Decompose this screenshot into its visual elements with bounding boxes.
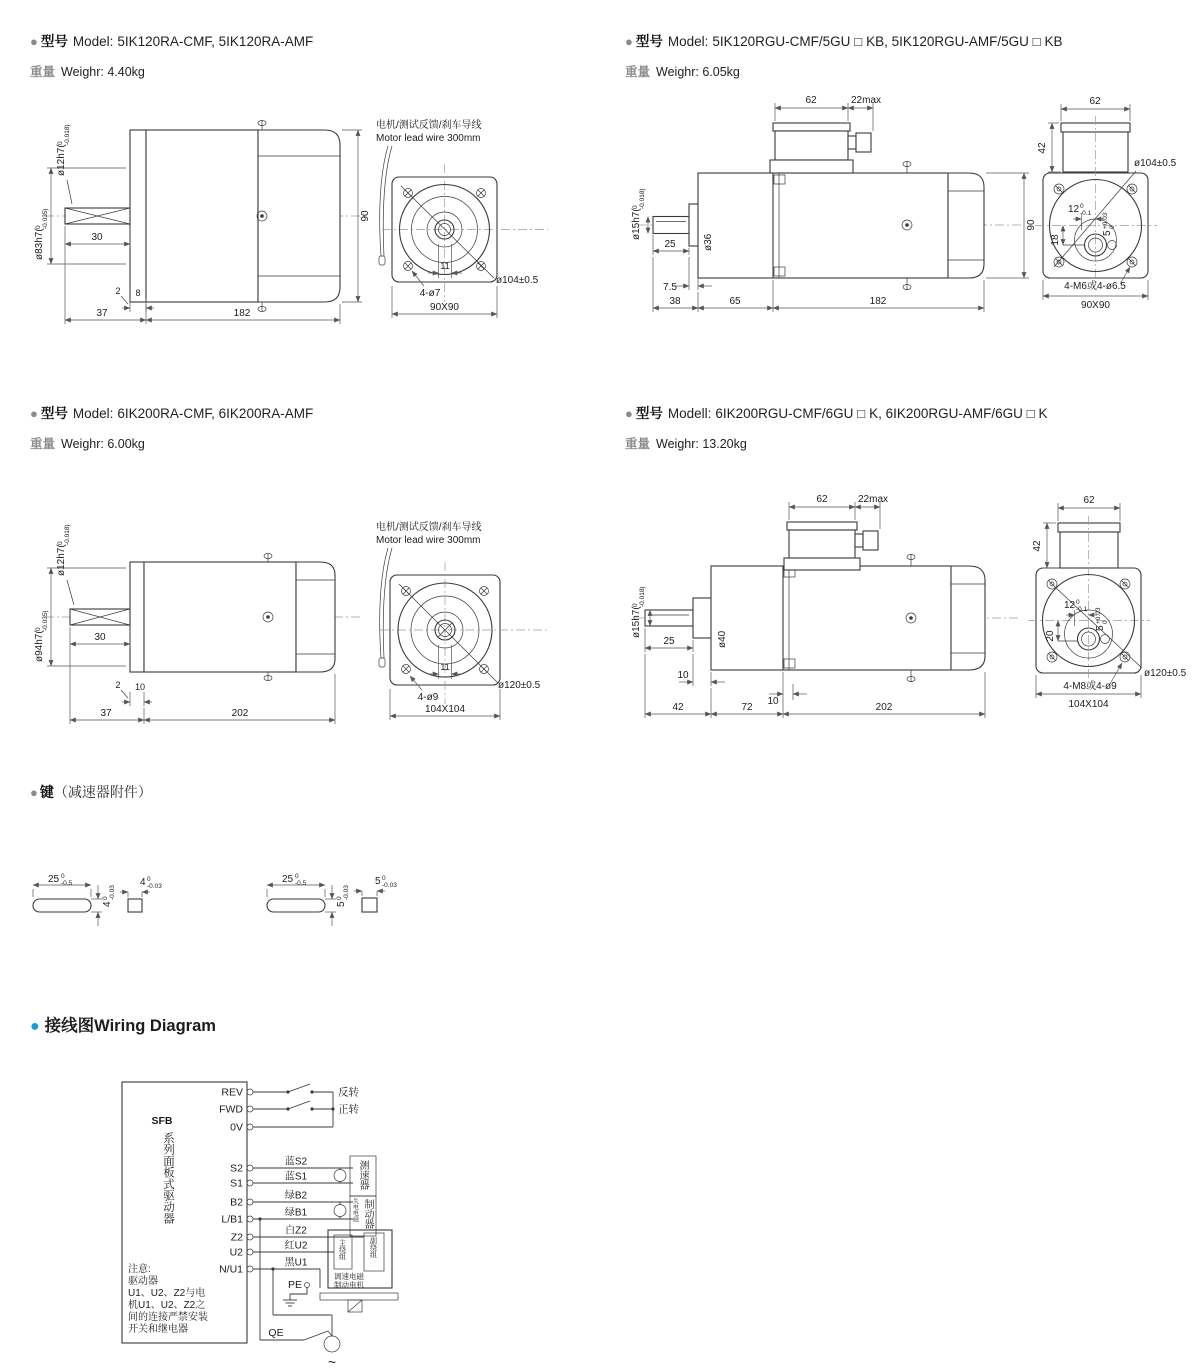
- key-section-header: [30, 782, 152, 802]
- drawing-5ik120rgu-side: [623, 88, 1063, 333]
- key-profile: [267, 899, 325, 912]
- weight-value: Weighr: 6.05kg: [656, 65, 740, 79]
- lead-wire-label-cn: 电机/测试反馈/刹车导线: [376, 522, 482, 533]
- bullet-icon: ●: [30, 1018, 40, 1035]
- dim-boss-dia: ø40: [717, 630, 728, 648]
- model-header-1: [30, 30, 313, 50]
- svg-text:ø15h7(: ø15h7(: [631, 606, 642, 638]
- dim-62: 62: [805, 95, 817, 106]
- wiring-diagram: [100, 1072, 480, 1371]
- bullet-icon: ●: [625, 34, 633, 49]
- svg-text:4: 4: [102, 901, 113, 907]
- dim-202: 202: [231, 708, 249, 719]
- ac-symbol: ~: [327, 1354, 337, 1370]
- drawing-6ik200ra-side: [30, 498, 375, 738]
- svg-text:ø94h7(: ø94h7(: [34, 630, 45, 662]
- weight-label-cn: 重量: [625, 437, 651, 451]
- svg-text:-0.03: -0.03: [343, 885, 350, 900]
- dim-65: 65: [729, 296, 741, 307]
- wire-blue-s1: 蓝S1: [284, 1171, 308, 1183]
- dim-dia120: ø120±0.5: [498, 680, 541, 691]
- dim-42: 42: [1032, 540, 1043, 552]
- dim-holes: 4-M6或4-ø6.5: [1064, 281, 1126, 292]
- svg-text:0: 0: [57, 141, 64, 145]
- bullet-icon: ●: [625, 406, 633, 421]
- svg-text:+0.03: +0.03: [1095, 607, 1102, 624]
- svg-text:0: 0: [147, 876, 151, 883]
- model-label-cn: 型号: [635, 406, 663, 421]
- dim-dia104: ø104±0.5: [496, 275, 539, 286]
- drawing-6ik200rgu-side: [623, 488, 1063, 738]
- motor-name-line2: 制动电机: [334, 1280, 364, 1290]
- dim-202: 202: [875, 702, 893, 713]
- lead-wire: [379, 146, 392, 265]
- svg-text:0: 0: [61, 873, 65, 880]
- dim-72: 72: [741, 702, 753, 713]
- brake-type-label: 失电电磁: [351, 1198, 358, 1222]
- dim-25: 25: [664, 239, 676, 250]
- model-label-en: Model:: [72, 406, 114, 421]
- dim-11: 11: [440, 662, 450, 672]
- dim-90: 90: [1026, 219, 1037, 231]
- model-header-4: [625, 402, 1048, 422]
- motor-outline: [45, 120, 366, 312]
- dim-8: 8: [135, 288, 141, 298]
- key-section: [362, 898, 377, 912]
- wire-green-b1: 绿B1: [284, 1207, 308, 1219]
- svg-text:机U1、U2、Z2之: 机U1、U2、Z2之: [128, 1300, 206, 1311]
- motor-base: [320, 1293, 398, 1300]
- flange-outline: [1035, 116, 1157, 286]
- svg-text:0: 0: [632, 205, 639, 209]
- weight-value: Weighr: 6.00kg: [61, 437, 145, 451]
- wire-green-b2: 绿B2: [284, 1190, 308, 1202]
- svg-text:-0.018): -0.018): [64, 124, 71, 145]
- svg-text:5: 5: [336, 901, 347, 907]
- wire-blue-s2: 蓝S2: [284, 1156, 308, 1168]
- dim-90x90: 90X90: [1081, 300, 1110, 311]
- dim-37: 37: [96, 308, 108, 319]
- model-label-en: Modell:: [667, 406, 712, 421]
- reverse-label: 反转: [338, 1086, 359, 1099]
- model-label-cn: 型号: [40, 406, 68, 421]
- ac-source: [324, 1336, 340, 1352]
- dim-22max: 22max: [850, 95, 882, 106]
- dim-key-height: [336, 885, 350, 907]
- dim-key-height: [102, 885, 116, 907]
- weight-value: Weighr: 13.20kg: [656, 437, 747, 451]
- svg-text:0: 0: [382, 875, 386, 882]
- svg-text:0: 0: [57, 541, 64, 545]
- svg-text:0: 0: [1080, 203, 1084, 210]
- key-label-sub: （减速器附件）: [53, 784, 152, 800]
- dim-90x90: 90X90: [430, 302, 459, 313]
- key-section: [128, 899, 142, 912]
- svg-text:-0.03: -0.03: [382, 882, 397, 889]
- dim-10: 10: [134, 682, 146, 692]
- svg-text:-0.1: -0.1: [1076, 606, 1088, 613]
- svg-text:ø12h7(: ø12h7(: [56, 144, 67, 176]
- dim-7-5: 7.5: [663, 282, 677, 293]
- dim-62: 62: [1083, 495, 1095, 506]
- dim-2: 2: [115, 680, 121, 690]
- svg-text:注意:: 注意:: [128, 1264, 151, 1275]
- dim-30: 30: [94, 632, 106, 643]
- drawing-5ik120ra-front: [372, 118, 557, 333]
- dim-18: 18: [1050, 234, 1061, 246]
- tachometer-label: 测速器: [357, 1160, 368, 1190]
- model-numbers: 6IK200RGU-CMF/6GU □ K, 6IK200RGU-AMF/6GU □ K: [715, 406, 1048, 421]
- motor-block: [320, 1230, 398, 1312]
- bullet-icon: ●: [30, 785, 38, 800]
- weight-line-3: [30, 434, 145, 452]
- dim-22max: 22max: [857, 494, 889, 505]
- drawing-5ik120rgu-front: [1018, 88, 1198, 333]
- terminal-z2: Z2: [230, 1231, 243, 1244]
- svg-text:-0.018): -0.018): [64, 524, 71, 545]
- drawing-5ik120ra-side: [30, 98, 375, 333]
- weight-label-cn: 重量: [30, 437, 56, 451]
- terminal-lb1: L/B1: [221, 1213, 243, 1226]
- dim-42: 42: [672, 702, 684, 713]
- dim-104x104: 104X104: [424, 704, 466, 715]
- svg-text:4: 4: [140, 877, 146, 888]
- svg-text:25: 25: [48, 874, 60, 885]
- key-drawing-5mm: [262, 845, 477, 930]
- svg-text:-0.5: -0.5: [61, 880, 73, 887]
- svg-text:-0.5: -0.5: [295, 880, 307, 887]
- terminal-0v: 0V: [230, 1121, 243, 1134]
- model-label-cn: 型号: [635, 34, 663, 49]
- bullet-icon: ●: [30, 34, 38, 49]
- dim-42: 42: [1037, 142, 1048, 154]
- dim-holes: 4-ø7: [419, 288, 441, 299]
- terminal-b2: B2: [230, 1196, 243, 1209]
- dim-38: 38: [669, 296, 681, 307]
- terminal-rev: REV: [221, 1086, 243, 1099]
- svg-text:-0.018): -0.018): [639, 586, 646, 607]
- svg-text:-0.035): -0.035): [42, 610, 49, 631]
- aux-winding-label: 副绕组: [369, 1237, 377, 1258]
- dim-182: 182: [869, 296, 887, 307]
- dim-25: 25: [663, 636, 675, 647]
- svg-text:间的连接严禁安装: 间的连接严禁安装: [128, 1312, 208, 1323]
- key-label: 键: [39, 784, 54, 800]
- svg-text:0: 0: [1102, 620, 1109, 624]
- brake-label: 制动器: [362, 1199, 373, 1229]
- svg-text:开关和继电器: 开关和继电器: [128, 1324, 188, 1335]
- dim-10-boss: 10: [677, 670, 689, 681]
- svg-text:0: 0: [35, 627, 42, 631]
- dimensions: [390, 645, 541, 720]
- terminals: [219, 1087, 253, 1276]
- model-numbers: 5IK120RA-CMF, 5IK120RA-AMF: [117, 34, 314, 49]
- svg-text:驱动器: 驱动器: [128, 1276, 158, 1287]
- key-drawing-4mm: [28, 845, 243, 930]
- svg-text:-0.035): -0.035): [42, 208, 49, 229]
- svg-text:ø15h7(: ø15h7(: [631, 208, 642, 240]
- dim-37: 37: [100, 708, 112, 719]
- dim-boss-dia: ø36: [703, 233, 714, 251]
- wiring-label-cn: 接线图: [44, 1017, 95, 1035]
- dim-10-flange: 10: [767, 696, 779, 707]
- dim-shaft-dia: [631, 586, 646, 638]
- driver-name: SFB: [151, 1115, 173, 1127]
- driver-note: [128, 1263, 208, 1335]
- key-profile: [33, 899, 91, 912]
- dim-11: 11: [440, 261, 450, 271]
- dim-30: 30: [91, 232, 103, 243]
- wiring-label-en: Wiring Diagram: [94, 1017, 216, 1035]
- svg-text:0: 0: [632, 603, 639, 607]
- dim-62: 62: [816, 494, 828, 505]
- dim-20: 20: [1045, 630, 1056, 642]
- dim-104x104: 104X104: [1068, 699, 1109, 710]
- terminal-fwd: FWD: [219, 1103, 243, 1116]
- svg-text:-0.03: -0.03: [147, 883, 162, 890]
- svg-text:5: 5: [1102, 230, 1113, 236]
- weight-label-cn: 重量: [625, 65, 651, 79]
- terminal-s2: S2: [230, 1162, 243, 1175]
- breaker-label: QE: [268, 1327, 284, 1339]
- dim-shaft-dia: [631, 188, 646, 240]
- dim-spigot-dia: [34, 610, 49, 662]
- model-label-cn: 型号: [40, 34, 68, 49]
- lead-wire-label-en: Motor lead wire 300mm: [376, 133, 481, 144]
- lead-wire-label-en: Motor lead wire 300mm: [376, 535, 481, 546]
- svg-text:-0.1: -0.1: [1080, 210, 1092, 217]
- svg-text:12: 12: [1064, 600, 1076, 611]
- wire-white-z2: 白Z2: [285, 1225, 307, 1237]
- model-numbers: 5IK120RGU-CMF/5GU □ KB, 5IK120RGU-AMF/5GU □ KB: [712, 34, 1063, 49]
- driver-series-vertical-label: 系列面板式驱动器: [162, 1132, 174, 1224]
- wiring-section-header: [30, 1012, 216, 1036]
- svg-text:U1、U2、Z2与电: U1、U2、Z2与电: [128, 1288, 206, 1299]
- terminal-pe: PE: [287, 1279, 302, 1291]
- dim-holes: 4-M8或4-ø9: [1063, 681, 1117, 692]
- svg-text:0: 0: [1076, 599, 1080, 606]
- dim-182: 182: [233, 308, 251, 319]
- svg-text:12: 12: [1068, 204, 1080, 215]
- svg-text:0: 0: [102, 896, 109, 900]
- terminal-s1: S1: [230, 1177, 243, 1190]
- svg-text:0: 0: [1109, 225, 1116, 229]
- motor-outline: [45, 554, 360, 681]
- dim-12-tol: [1064, 599, 1088, 613]
- svg-text:5: 5: [375, 876, 381, 887]
- dim-dia120: ø120±0.5: [1144, 668, 1187, 679]
- motor-name-line1: 调速电磁: [334, 1272, 364, 1281]
- bullet-icon: ●: [30, 406, 38, 421]
- svg-text:0: 0: [336, 896, 343, 900]
- dim-spigot-dia: [34, 208, 49, 260]
- svg-text:0: 0: [295, 873, 299, 880]
- weight-line-1: [30, 62, 145, 80]
- dim-90: 90: [360, 210, 371, 222]
- dim-2: 2: [115, 286, 121, 296]
- weight-label-cn: 重量: [30, 65, 56, 79]
- svg-text:0: 0: [35, 225, 42, 229]
- model-header-3: [30, 402, 313, 422]
- model-label-en: Model:: [667, 34, 709, 49]
- flange-outline: [1028, 516, 1150, 682]
- svg-text:-0.018): -0.018): [639, 188, 646, 209]
- model-header-2: [625, 30, 1063, 50]
- drawing-6ik200rgu-front: [1010, 488, 1200, 738]
- dim-holes: 4-ø9: [417, 692, 439, 703]
- svg-text:5: 5: [1095, 625, 1106, 631]
- wire-black-u1: 黑U1: [284, 1257, 308, 1269]
- dim-62: 62: [1089, 96, 1101, 107]
- forward-label: 正转: [338, 1103, 359, 1116]
- terminal-nu1: N/U1: [219, 1263, 243, 1276]
- weight-line-4: [625, 434, 747, 452]
- terminal-u2: U2: [229, 1246, 243, 1259]
- model-label-en: Model:: [72, 34, 114, 49]
- main-winding-label: 主绕组: [338, 1239, 346, 1260]
- dim-12-tol: [1068, 203, 1092, 217]
- svg-text:-0.03: -0.03: [109, 885, 116, 900]
- weight-line-2: [625, 62, 740, 80]
- svg-text:ø83h7(: ø83h7(: [34, 228, 45, 260]
- drawing-6ik200ra-front: [372, 520, 557, 735]
- svg-text:25: 25: [282, 874, 294, 885]
- weight-value: Weighr: 4.40kg: [61, 65, 145, 79]
- svg-text:ø12h7(: ø12h7(: [56, 544, 67, 576]
- model-numbers: 6IK200RA-CMF, 6IK200RA-AMF: [117, 406, 314, 421]
- svg-text:+0.03: +0.03: [1102, 212, 1109, 229]
- motor-outline: [638, 123, 1021, 290]
- dim-dia104: ø104±0.5: [1134, 158, 1177, 169]
- switch-circuit: [253, 1084, 359, 1127]
- lead-wire-label-cn: 电机/测试反馈/刹车导线: [376, 120, 482, 131]
- pe-ground: [283, 1279, 310, 1306]
- wire-red-u2: 红U2: [284, 1240, 308, 1252]
